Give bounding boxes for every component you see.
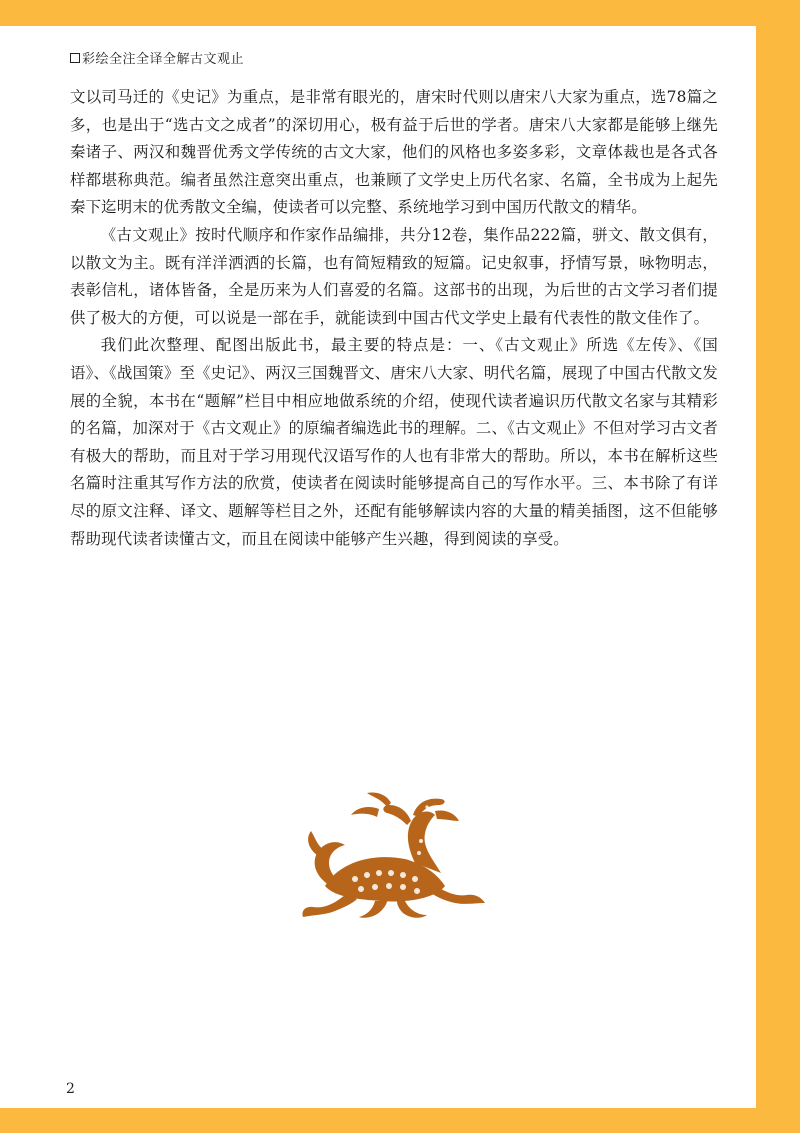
book-page	[0, 26, 756, 1108]
dragon-icon	[295, 791, 495, 921]
paragraph-1: 文以司马迁的《史记》为重点，是非常有眼光的，唐宋时代则以唐宋八大家为重点，选78篇之多，也是出于“选古文之成者”的深切用心，极有益于后世的学者。唐宋八大家都是能够上继先秦诸子、两汉和魏晋优秀文学传统的古文大家，他们的风格也多姿多彩，文章体裁也是各式各样都堪称典范。编者虽然注意突出重点，也兼顾了文学史上历代名家、名篇，全书成为上起先秦下迄明末的优秀散文全编，使读者可以完整、系统地学习到中国历代散文的精华。	[70, 88, 718, 217]
square-icon	[70, 53, 80, 63]
paragraph-2: 《古文观止》按时代顺序和作家作品编排，共分12卷，集作品222篇，骈文、散文俱有，以散文为主。既有洋洋洒洒的长篇，也有简短精致的短篇。记史叙事，抒情写景，咏物明志，表彰信札，诸体皆备，全是历来为人们喜爱的名篇。这部书的出现，为后世的古文学习者们提供了极大的方便，可以说是一部在手，就能读到中国古代文学史上最有代表性的散文佳作了。	[70, 225, 718, 327]
body-text	[70, 84, 718, 553]
page-number: 2	[66, 1081, 75, 1097]
paragraph-3: 我们此次整理、配图出版此书，最主要的特点是：一、《古文观止》所选《左传》、《国语》、《战国策》至《史记》、两汉三国魏晋文、唐宋八大家、明代名篇，展现了中国古代散文发展的全貌，本书在“题解”栏目中相应地做系统的介绍，使现代读者遍识历代散文名家与其精彩的名篇，加深对于《古文观止》的原编者编选此书的理解。二、《古文观止》不但对学习古文者有极大的帮助，而且对于学习用现代汉语写作的人也有非常大的帮助。所以，本书在解析这些名篇时注重其写作方法的欣赏，使读者在阅读时能够提高自己的写作水平。三、本书除了有详尽的原文注释、译文、题解等栏目之外，还配有能够解读内容的大量的精美插图，这不但能够帮助现代读者读懂古文，而且在阅读中能够产生兴趣，得到阅读的享受。	[70, 336, 718, 548]
running-head	[70, 48, 244, 67]
running-title: 彩绘全注全译全解古文观止	[82, 52, 245, 67]
